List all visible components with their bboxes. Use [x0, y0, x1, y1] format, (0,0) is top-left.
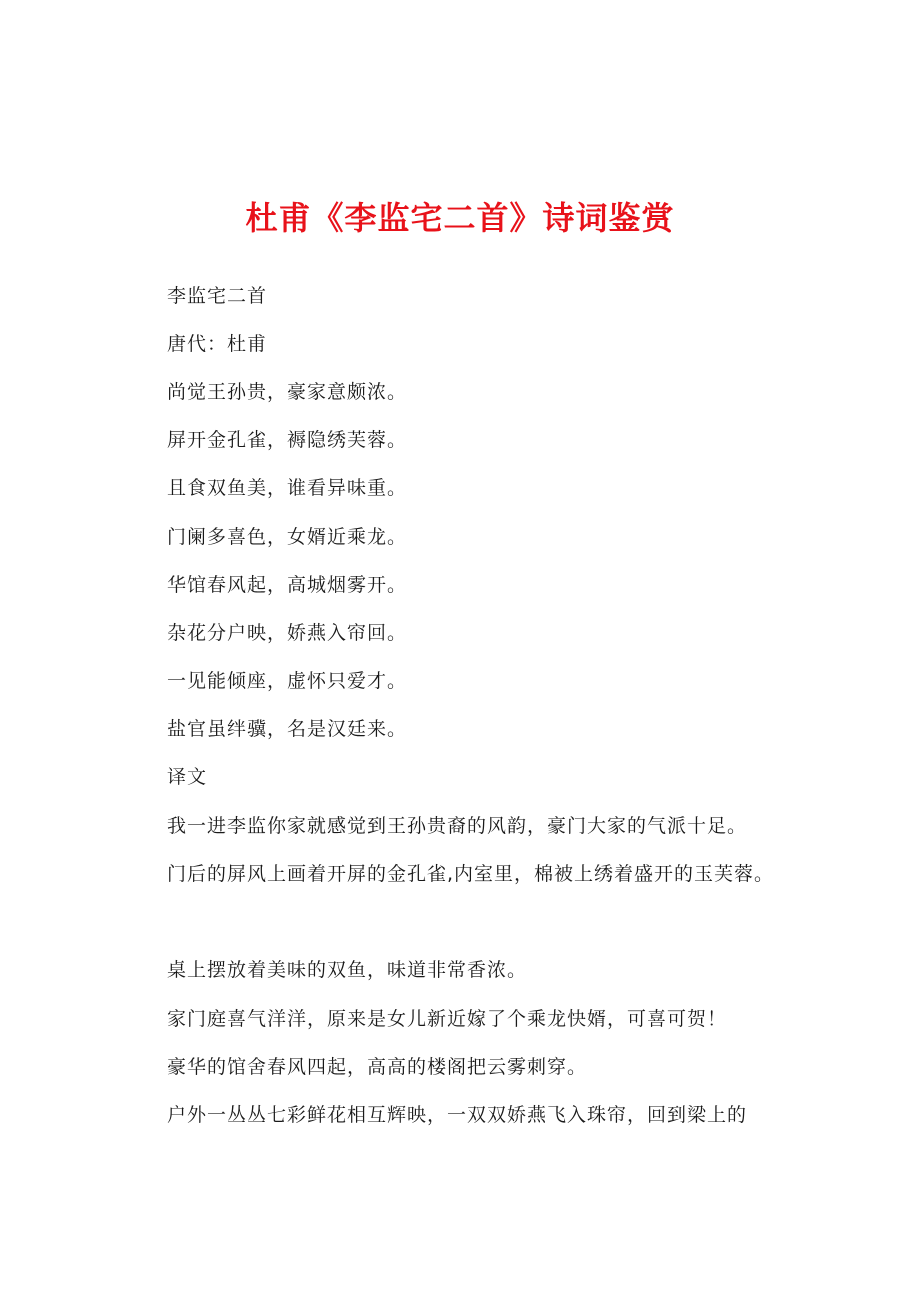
poem-line: 且食双鱼美，谁看异味重。 — [167, 477, 408, 499]
translation-line: 我一进李监你家就感觉到王孙贵裔的风韵，豪门大家的气派十足。 — [167, 815, 748, 837]
poem-line: 屏开金孔雀，褥隐绣芙蓉。 — [167, 429, 408, 451]
translation-heading: 译文 — [167, 766, 208, 788]
translation-line: 家门庭喜气洋洋，原来是女儿新近嫁了个乘龙快婿，可喜可贺！ — [167, 1008, 728, 1030]
poem-line: 杂花分户映，娇燕入帘回。 — [167, 622, 408, 644]
translation-line: 桌上摆放着美味的双鱼，味道非常香浓。 — [167, 959, 528, 981]
poem-line: 盐官虽绊骥，名是汉廷来。 — [167, 718, 408, 740]
poem-line: 一见能倾座，虚怀只爱才。 — [167, 670, 408, 692]
translation-line: 豪华的馆舍春风四起，高高的楼阁把云雾刺穿。 — [167, 1056, 588, 1078]
translation-line: 户外一丛丛七彩鲜花相互辉映，一双双娇燕飞入珠帘，回到梁上的 — [167, 1104, 748, 1126]
document-title: 杜甫《李监宅二首》诗词鉴赏 — [245, 199, 675, 237]
poem-line: 华馆春风起，高城烟雾开。 — [167, 574, 408, 596]
poem-name: 李监宅二首 — [167, 285, 268, 307]
poem-author: 唐代：杜甫 — [167, 333, 268, 355]
translation-line: 门后的屏风上画着开屏的金孔雀,内室里，棉被上绣着盛开的玉芙蓉。 — [167, 863, 775, 885]
poem-line: 尚觉王孙贵，豪家意颇浓。 — [167, 381, 408, 403]
poem-line: 门阑多喜色，女婿近乘龙。 — [167, 526, 408, 548]
